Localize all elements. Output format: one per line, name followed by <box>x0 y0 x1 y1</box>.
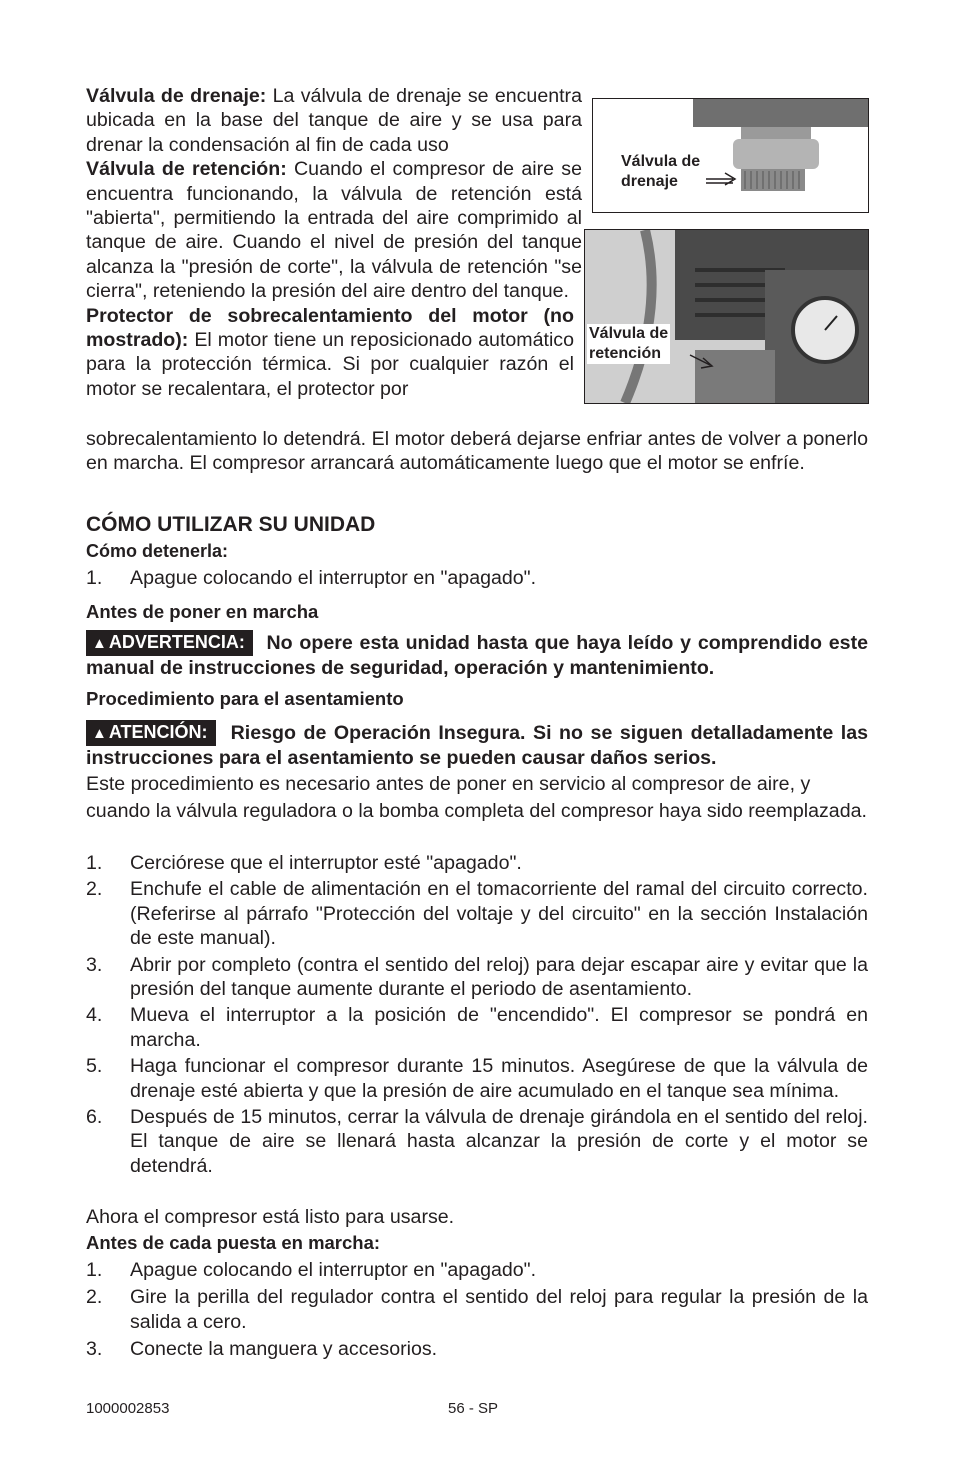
caution-text: Riesgo de Operación Insegura. Si no se siguen detalladamente las instrucciones para el asentamiento se pueden causar daños serios. <box>86 722 868 769</box>
list-item: 4. Mueva el interruptor a la posición de "encendido". El compresor se pondrá en marcha. <box>86 1004 868 1051</box>
check-valve-figure <box>584 229 869 404</box>
stop-heading: Cómo detenerla: <box>86 541 229 561</box>
list-item: 3. Conecte la manguera y accesorios. <box>86 1338 438 1361</box>
list-item: 1. Cerciórese que el interruptor esté "apagado". <box>86 852 522 874</box>
drain-valve-paragraph <box>86 84 582 157</box>
check-valve-figure-label <box>587 324 670 364</box>
drain-valve-figure-label <box>619 152 702 192</box>
break-in-intro-block <box>86 771 868 825</box>
check-valve-label: Válvula de retención: <box>86 158 287 181</box>
each-start-steps <box>86 1258 868 1362</box>
protector-text: El motor tiene un reposicionado automático para la protección térmica. Si por cualquier razón el motor se recalentara, el protector por <box>86 329 574 400</box>
caution-block <box>86 720 868 770</box>
intro-block <box>86 84 582 401</box>
drain-label-line1: Válvula de <box>621 153 701 170</box>
check-valve-photo <box>585 230 868 403</box>
stop-steps <box>86 566 868 590</box>
list-item: 6. Después de 15 minutos, cerrar la válvula de drenaje girándola en el sentido del reloj. El tanque de aire se llenará hasta alcanzar la presión de corte y el motor se detendrá. <box>86 1106 868 1177</box>
check-valve-paragraph <box>86 157 582 303</box>
each-start-heading: Antes de cada puesta en marcha: <box>86 1232 381 1253</box>
protector-continued-block <box>86 427 868 476</box>
list-item: 2. Gire la perilla del regulador contra el sentido del reloj para regular la presión de la salida a cero. <box>86 1286 868 1333</box>
list-item: 2. Enchufe el cable de alimentación en el tomacorriente del ramal del circuito correcto. (Referirse al párrafo "Protección del voltaje y del circuito" en la sección Instalación de este manual). <box>86 878 868 950</box>
protector-label: Protector de sobrecalentamiento del motor (no mostrado): <box>86 304 574 352</box>
list-item: 5. Haga funcionar el compresor durante 15 minutos. Asegúrese de que la válvula de drenaje esté abierta y que la presión de aire acumulado en el tanque sea mínima. <box>86 1055 868 1102</box>
caution-paragraph <box>86 720 868 770</box>
drain-valve-label: Válvula de drenaje: <box>86 85 267 107</box>
warning-block <box>86 630 868 680</box>
break-in-steps <box>86 851 868 1178</box>
warning-triangle-icon: ▲ <box>92 635 107 652</box>
before-start-heading: Antes de poner en marcha <box>86 601 319 622</box>
break-in-heading: Procedimiento para el asentamiento <box>86 688 404 709</box>
check-label-line2: retención <box>589 345 662 362</box>
drain-valve-figure <box>592 98 869 213</box>
list-item: 3. Abrir por completo (contra el sentido del reloj) para dejar escapar aire y evitar que la presión del tanque aumente durante el periodo de asentamiento. <box>86 953 868 1001</box>
check-valve-text: Cuando el compresor de aire se encuentra funcionando, la válvula de retención está "abierta", permitiendo la entrada del aire comprimido al tanque de aire. Cuando el nivel de presión del tanque alcanza la "presión de corte", la válvula de retención "se cierra", reteniendo la presión del aire dentro del tanque. <box>86 158 582 303</box>
doc-number: 1000002853 <box>86 1400 170 1417</box>
page-number: 56 - SP <box>448 1400 499 1417</box>
ready-text: Ahora el compresor está listo para usarse. <box>86 1206 455 1228</box>
break-in-intro: Este procedimiento es necesario antes de poner en servicio al compresor de aire, y cuando la válvula reguladora o la bomba completa del compresor haya sido reemplazada. <box>86 773 867 822</box>
protector-paragraph <box>86 304 574 402</box>
protector-continued: sobrecalentamiento lo detendrá. El motor deberá dejarse enfriar antes de volver a ponerlo en marcha. El compresor arrancará automáticamente luego que el motor se enfríe. <box>86 428 868 475</box>
list-item: 1. Apague colocando el interruptor en "apagado". <box>86 567 537 589</box>
drain-label-line2: drenaje <box>621 173 678 190</box>
warning-paragraph <box>86 630 868 680</box>
drain-valve-text: La válvula de drenaje se encuentra ubicada en la base del tanque de aire y se usa para drenar la condensación al fin de cada uso <box>86 85 582 156</box>
list-item: 1. Apague colocando el interruptor en "apagado". <box>86 1259 537 1281</box>
caution-badge: ▲ ATENCIÓN: <box>86 720 216 746</box>
warning-triangle-icon: ▲ <box>92 725 107 742</box>
section-title: CÓMO UTILIZAR SU UNIDAD <box>86 513 376 536</box>
warning-badge: ▲ ADVERTENCIA: <box>86 630 253 656</box>
check-label-line1: Válvula de <box>589 325 669 342</box>
warning-text: No opere esta unidad hasta que haya leído y comprendido este manual de instrucciones de seguridad, operación y mantenimiento. <box>86 632 868 679</box>
